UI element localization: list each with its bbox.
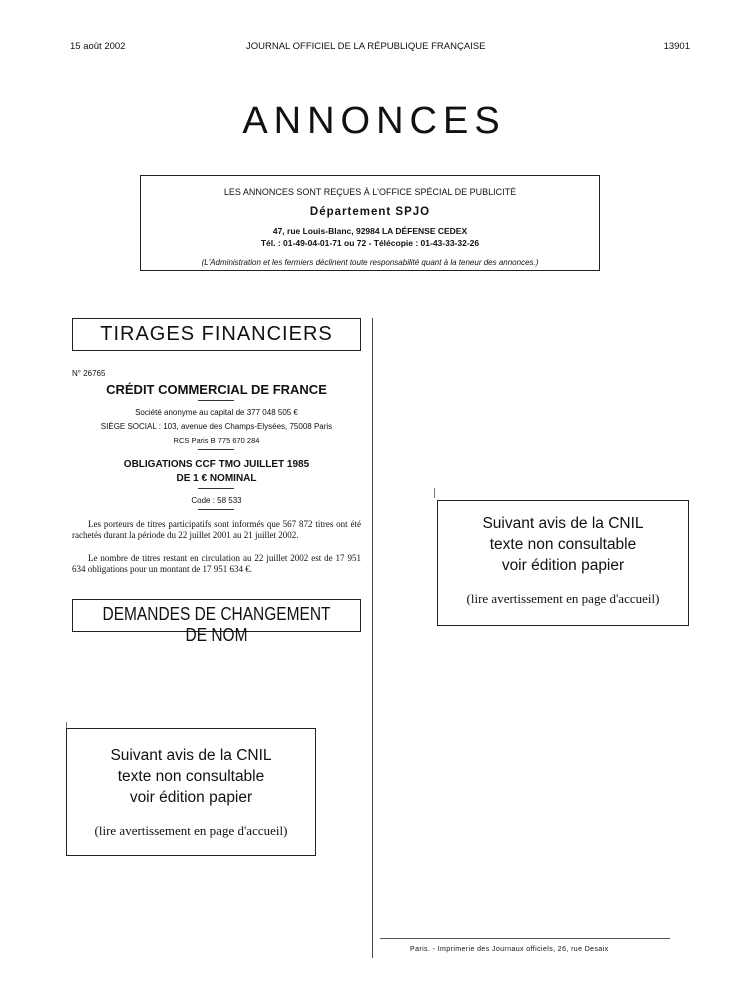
cnil-line: voir édition papier — [501, 557, 625, 574]
header-date: 15 août 2002 — [70, 41, 126, 52]
divider — [198, 449, 234, 450]
company-rcs: RCS Paris B 775 670 284 — [173, 436, 260, 445]
cnil-notice-box — [66, 728, 316, 856]
notice-phone: Tél. : 01-49-04-01-71 ou 72 - Télécopie : 01-43-33-32-26 — [260, 238, 480, 248]
header-journal-title: JOURNAL OFFICIEL DE LA RÉPUBLIQUE FRANÇAISE — [246, 41, 486, 52]
company-headquarters: SIÈGE SOCIAL : 103, avenue des Champs-Elysées, 75008 Paris — [100, 422, 333, 431]
header-page-number: 13901 — [663, 41, 690, 52]
footer-printer: Paris. - Imprimerie des Journaux officiels, 26, rue Desaix — [410, 946, 609, 953]
company-name: CRÉDIT COMMERCIAL DE FRANCE — [106, 382, 327, 397]
notice-disclaimer: (L'Administration et les fermiers déclinent toute responsabilité quant à la teneur des annonces.) — [201, 258, 539, 267]
divider — [198, 509, 234, 510]
cnil-line: Suivant avis de la CNIL — [110, 747, 272, 764]
divider — [198, 488, 234, 489]
publicity-notice-box — [140, 175, 600, 271]
notice-department: Département SPJO — [309, 206, 431, 218]
column-tick — [434, 488, 435, 498]
paragraph-outstanding: Le nombre de titres restant en circulation au 22 juillet 2002 est de 17 951 634 obligations pour un montant de 17 951 634 €. — [72, 553, 361, 574]
company-capital: Société anonyme au capital de 377 048 505 € — [135, 408, 298, 417]
divider — [198, 400, 234, 401]
notice-number: N° 26765 — [72, 369, 106, 378]
notice-address: 47, rue Louis-Blanc, 92984 LA DÉFENSE CEDEX — [272, 226, 468, 236]
tirages-section-title: TIRAGES FINANCIERS — [100, 323, 333, 345]
cnil-line: texte non consultable — [117, 768, 265, 785]
notice-intro: LES ANNONCES SONT REÇUES À L'OFFICE SPÉCIAL DE PUBLICITÉ — [223, 187, 517, 197]
obligations-title: OBLIGATIONS CCF TMO JUILLET 1985 — [123, 459, 310, 470]
page-title: ANNONCES — [242, 100, 506, 142]
cnil-warning: (lire avertissement en page d'accueil) — [94, 823, 288, 838]
cnil-line: voir édition papier — [129, 789, 253, 806]
column-divider — [372, 318, 373, 958]
obligations-nominal: DE 1 € NOMINAL — [176, 473, 257, 484]
cnil-warning: (lire avertissement en page d'accueil) — [466, 591, 660, 606]
obligations-code: Code : 58 533 — [191, 496, 242, 505]
demandes-section-title: DEMANDES DE CHANGEMENT DE NOM — [102, 604, 331, 645]
cnil-notice-box — [437, 500, 689, 626]
cnil-line: texte non consultable — [489, 536, 637, 553]
cnil-line: Suivant avis de la CNIL — [482, 515, 644, 532]
paragraph-repurchase: Les porteurs de titres participatifs sont informés que 567 872 titres ont été rachetés durant la période du 22 juillet 2001 au 21 juillet 2002. — [72, 519, 361, 540]
footer-rule — [380, 938, 670, 939]
